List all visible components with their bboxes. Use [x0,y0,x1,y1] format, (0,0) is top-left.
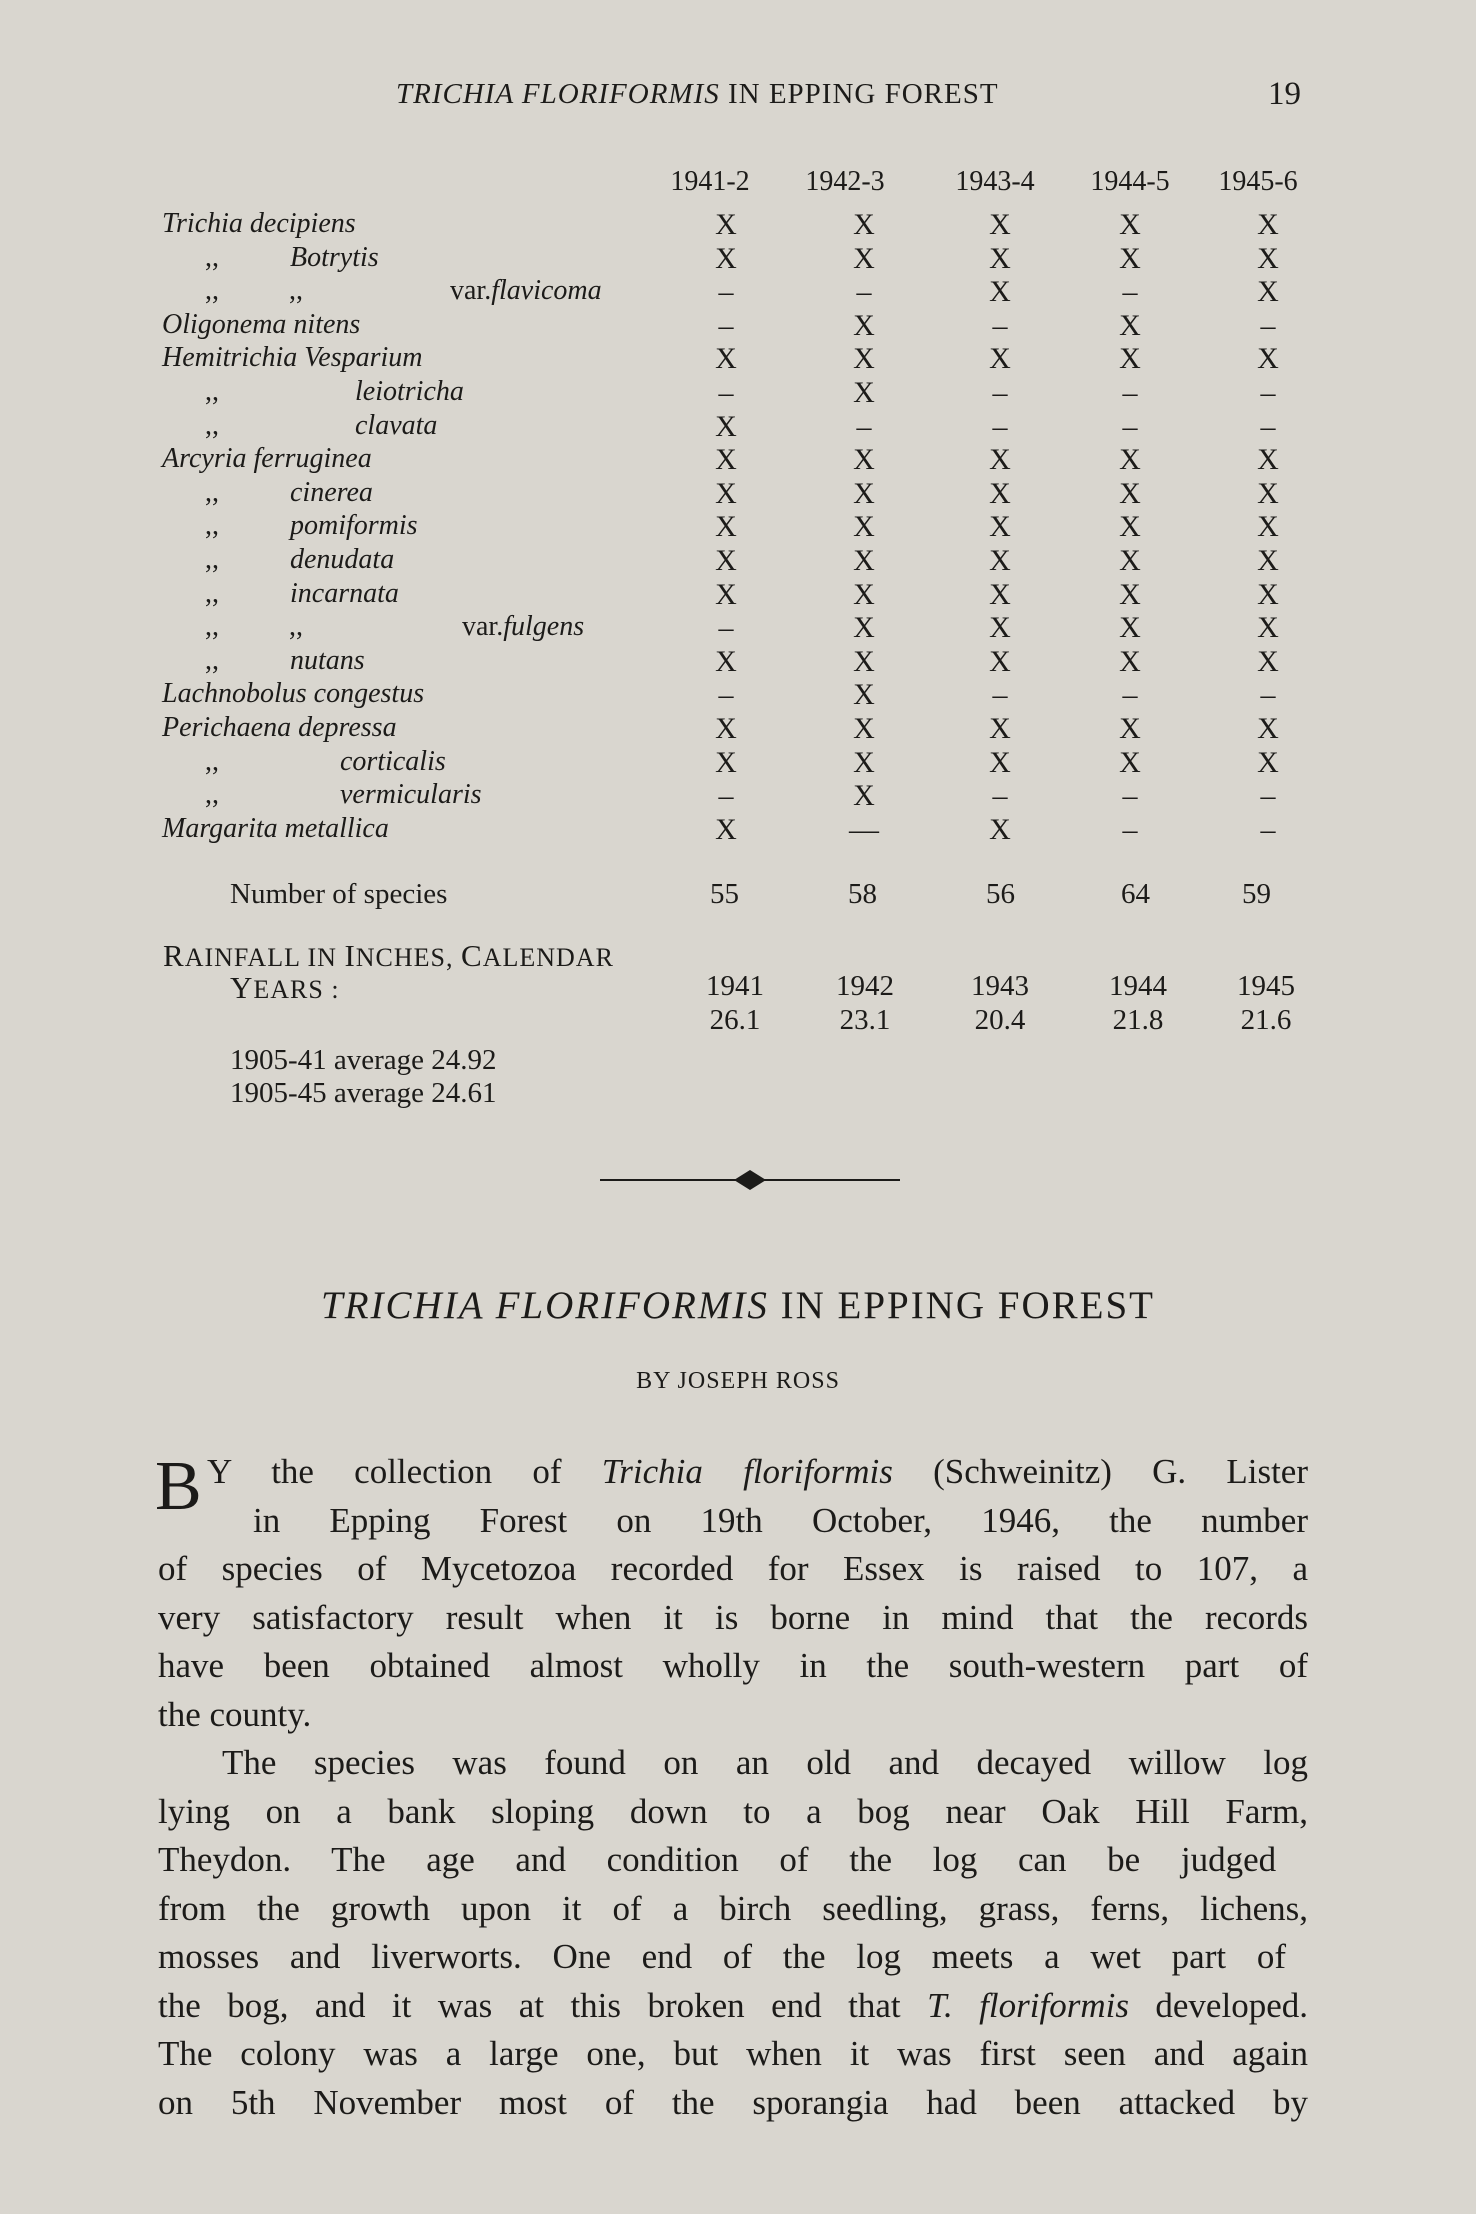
record-cell: – [1260,812,1276,846]
rainfall-year: 1945 [1237,970,1295,1002]
record-cell: – [718,779,734,813]
paragraph-line [158,1889,1308,1929]
line-text: have been obtained almost wholly in the south-western part of [158,1646,1308,1685]
record-cell: X [1257,712,1279,745]
record-cell: X [1119,443,1141,477]
line-text: the bog, and it was at this broken end that [158,1985,928,2025]
record-cell: X [1119,476,1141,510]
article-byline: BY JOSEPH ROSS [636,1368,840,1394]
article-title [0,1283,1476,1328]
paragraph-line [222,1743,1308,1783]
record-cell: – [718,678,734,712]
variety-prefix: var. [450,275,492,307]
record-cell: – [718,611,734,645]
record-cell: – [1260,678,1276,712]
article-title-italic: TRICHIA FLORIFORMIS [321,1284,769,1327]
record-cell: X [989,712,1011,745]
paragraph-line [158,1792,1308,1832]
record-cell: X [853,476,875,510]
line-text: The species was found on an old and decayed willow log [222,1743,1308,1782]
record-cell: X [989,342,1011,376]
record-cell: X [853,644,875,678]
species-name: Hemitrichia Vesparium [162,342,423,374]
record-cell: X [853,577,875,611]
record-cell: – [1122,812,1138,846]
line-text: developed. [1128,1985,1308,2025]
paragraph-line [207,1452,1308,1492]
ditto-mark: ,, [205,779,219,811]
table-row [0,645,1476,678]
ditto-mark: ,, [205,376,219,407]
record-cell: X [715,342,737,376]
rainfall-title-part: C [461,938,483,973]
record-cell: – [1122,275,1138,309]
record-cell: X [853,544,875,577]
species-name: Botrytis [290,241,379,273]
record-cell: X [989,208,1011,241]
record-cell: X [1257,342,1279,376]
rainfall-title-part: ALENDAR [482,943,614,972]
record-cell: – [718,376,734,409]
variety-name: fulgens [503,611,585,643]
record-cell: X [1119,712,1141,745]
divider-diamond-icon [734,1170,766,1190]
record-cell: X [1119,241,1141,275]
record-cell: X [989,476,1011,510]
record-cell: X [1119,342,1141,376]
ditto-mark: ,, [205,241,219,273]
table-row [0,443,1476,476]
record-cell: – [856,275,872,309]
species-name: denudata [290,544,395,575]
rainfall-title [163,938,614,974]
line-text: Theydon. The age and condition of the log can be judged [158,1840,1277,1879]
record-cell: X [1257,208,1279,241]
rainfall-year: 1942 [836,970,894,1002]
line-text: very satisfactory result when it is borne in mind that the records [158,1597,1308,1637]
record-cell: X [1257,443,1279,477]
record-cell: X [1119,308,1141,342]
rainfall-title-part: AINFALL IN [184,943,345,972]
table-row [0,376,1476,409]
record-cell: X [989,577,1011,611]
running-head [0,78,1476,118]
rainfall-title-part: R [163,938,185,973]
species-name: Trichia decipiens [162,208,356,239]
article-title-rest: IN EPPING FOREST [780,1284,1155,1327]
paragraph-line [253,1501,1308,1541]
species-count: 64 [1121,878,1150,910]
table-row [0,477,1476,510]
table-row [0,544,1476,577]
paragraph-line [158,2083,1308,2123]
record-cell: X [989,443,1011,477]
table-row [0,275,1476,308]
record-cell: – [718,308,734,342]
ditto-mark: ,, [205,510,219,542]
ditto-mark: ,, [205,577,219,609]
species-name: Arcyria ferruginea [162,443,372,475]
year-header-cell: 1944-5 [1090,166,1170,197]
record-cell: – [1260,409,1276,443]
record-cell: X [853,443,875,477]
record-cell: – [992,409,1008,443]
table-row [0,510,1476,543]
record-cell: X [853,308,875,342]
year-header-cell: 1941-2 [670,166,750,197]
record-cell: X [853,376,875,409]
record-cell: X [1257,544,1279,577]
rainfall-year: 1944 [1109,970,1167,1002]
record-cell: – [1122,409,1138,443]
record-cell: – [1122,376,1138,409]
record-cell: X [1119,544,1141,577]
rainfall-average: 1905-45 average 24.61 [230,1077,497,1109]
record-cell: X [1119,644,1141,678]
ditto-mark: ,, ,, [205,275,303,307]
species-count: 56 [986,878,1015,910]
ditto-mark: ,, [205,745,219,777]
year-header-cell: 1945-6 [1218,166,1298,197]
species-name: clavata [355,409,438,441]
year-header-cell: 1942-3 [805,166,885,197]
ditto-mark: ,, [205,544,219,575]
record-cell: X [1119,510,1141,544]
record-cell: X [1257,510,1279,544]
paragraph-line [158,1840,1276,1880]
record-cell: — [849,812,879,846]
record-cell: X [715,241,737,275]
record-cell: X [853,779,875,813]
record-cell: X [853,241,875,275]
record-cell: X [1257,644,1279,678]
ditto-mark: ,, [205,476,219,508]
record-cell: X [715,409,737,443]
record-cell: X [989,241,1011,275]
line-text: from the growth upon it of a birch seedling, grass, ferns, lichens, [158,1888,1308,1928]
variety-label [462,611,584,643]
drop-cap: B [155,1448,202,1525]
line-text: The colony was a large one, but when it was first seen and again [158,2034,1308,2073]
species-name: Perichaena depressa [162,712,397,743]
rainfall-value: 21.8 [1112,1004,1164,1036]
table-row [0,813,1476,846]
species-name: pomiformis [290,510,418,542]
line-italic: T. floriformis [927,1985,1129,2025]
record-cell: X [1257,577,1279,611]
record-cell: X [715,812,737,846]
record-cell: X [1257,241,1279,275]
record-cell: – [992,308,1008,342]
record-cell: – [1122,678,1138,712]
paragraph-line [158,1549,1308,1589]
variety-name: flavicoma [491,275,602,307]
record-cell: X [715,745,737,779]
rainfall-title-part: NCHES, [355,943,462,972]
record-cell: – [1260,779,1276,813]
record-cell: X [853,342,875,376]
line-text: in Epping Forest on 19th October, 1946, the number [253,1500,1308,1540]
species-name: Oligonema nitens [162,308,361,340]
record-cell: – [992,376,1008,409]
record-cell: X [1257,275,1279,309]
paragraph-line [158,1646,1308,1686]
table-row [0,342,1476,375]
table-row [0,309,1476,342]
line-text: on 5th November most of the sporangia had been attacked by [158,2082,1308,2122]
rainfall-years-label-part: EARS : [253,975,340,1004]
rainfall-title-part: I [344,938,356,973]
ditto-mark: ,, [205,409,219,441]
record-cell: X [1119,611,1141,645]
running-head-title-italic: TRICHIA FLORIFORMIS [396,78,720,110]
table-row [0,578,1476,611]
species-name: vermicularis [340,779,482,811]
rainfall-value: 20.4 [974,1004,1026,1036]
table-row [0,208,1476,241]
page-number: 19 [1268,76,1301,112]
rainfall-year: 1941 [706,970,764,1002]
record-cell: X [989,812,1011,846]
year-header-cell: 1943-4 [955,166,1035,197]
ditto-mark: ,, ,, [205,611,303,643]
species-name: corticalis [340,745,446,777]
record-cell: X [853,712,875,745]
record-cell: X [715,208,737,241]
table-row [0,746,1476,779]
paragraph-line [158,1695,311,1735]
record-cell: X [1257,745,1279,779]
species-count: 55 [710,878,739,910]
record-cell: – [856,409,872,443]
record-cell: X [989,611,1011,645]
record-cell: X [989,510,1011,544]
line-text: Y the collection of [207,1452,602,1491]
species-name: incarnata [290,577,399,609]
section-divider [600,1170,900,1190]
record-cell: – [718,275,734,309]
record-cell: – [1260,376,1276,409]
line-text: of species of Mycetozoa recorded for Essex is raised to 107, a [158,1549,1308,1588]
record-cell: X [715,476,737,510]
rainfall-value: 21.6 [1240,1004,1292,1036]
record-cell: X [989,745,1011,779]
rainfall-year: 1943 [971,970,1029,1002]
paragraph-line [158,1937,1286,1977]
variety-prefix: var. [462,611,504,643]
record-cell: X [715,644,737,678]
species-count-label: Number of species [230,878,448,910]
record-cell: X [853,208,875,241]
record-cell: – [992,678,1008,712]
table-row [0,779,1476,812]
record-cell: X [1119,208,1141,241]
rainfall-value: 26.1 [709,1004,761,1036]
record-cell: – [1260,308,1276,342]
record-cell: X [853,678,875,712]
record-cell: X [1257,611,1279,645]
record-cell: X [989,275,1011,309]
species-name: Margarita metallica [162,812,389,844]
line-text: mosses and liverworts. One end of the log meets a wet part of [158,1937,1286,1976]
paragraph-line [158,1986,1308,2026]
record-cell: X [853,611,875,645]
record-cell: X [715,712,737,745]
line-text: the county. [158,1694,312,1734]
variety-label [450,275,602,307]
record-cell: X [715,443,737,477]
line-text: (Schweinitz) G. Lister [892,1452,1308,1491]
ditto-mark: ,, [205,644,219,676]
running-head-title-rest: IN EPPING FOREST [727,78,999,110]
record-cell: X [989,644,1011,678]
species-count: 59 [1242,878,1271,910]
record-cell: X [715,510,737,544]
record-cell: X [989,544,1011,577]
running-head-title [396,78,999,111]
paragraph-line [158,1598,1308,1638]
record-cell: X [853,745,875,779]
record-cell: X [1119,577,1141,611]
record-cell: X [1119,745,1141,779]
species-name: Lachnobolus congestus [162,678,425,710]
line-text: lying on a bank sloping down to a bog near Oak Hill Farm, [158,1791,1308,1831]
table-row [0,712,1476,745]
record-cell: – [1122,779,1138,813]
line-italic: Trichia floriformis [601,1452,893,1491]
species-name: nutans [290,644,365,676]
table-row [0,242,1476,275]
table-row [0,410,1476,443]
table-row [0,678,1476,711]
record-cell: X [715,544,737,577]
rainfall-value: 23.1 [839,1004,891,1036]
species-count: 58 [848,878,877,910]
rainfall-average: 1905-41 average 24.92 [230,1044,497,1076]
record-cell: X [715,577,737,611]
paragraph-line [158,2034,1308,2074]
table-row [0,611,1476,644]
record-cell: X [853,510,875,544]
species-name: cinerea [290,476,373,508]
record-cell: X [1257,476,1279,510]
rainfall-years-label [230,970,340,1006]
record-cell: – [992,779,1008,813]
rainfall-years-label-part: Y [230,970,254,1005]
species-name: leiotricha [355,376,464,407]
